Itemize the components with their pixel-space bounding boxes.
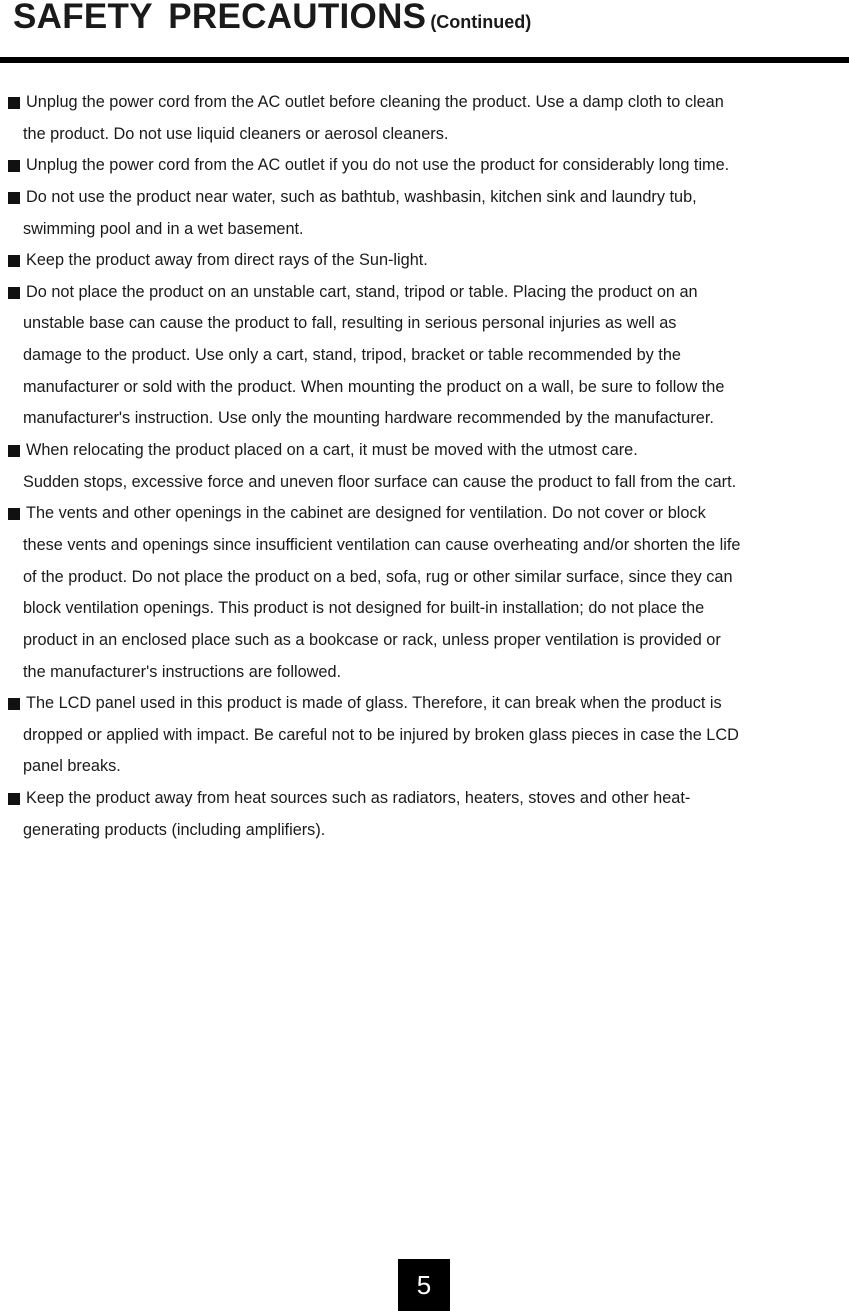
list-item-line [0, 214, 849, 246]
line-text: these vents and openings since insufficient ventilation can cause overheating and/or shorten the life [23, 535, 741, 554]
line-text: When relocating the product placed on a cart, it must be moved with the utmost care. [26, 441, 638, 460]
line-text: block ventilation openings. This product is not designed for built-in installation; do not place the [23, 599, 705, 618]
list-item-line [0, 435, 849, 467]
list-item [0, 783, 849, 846]
list-item [0, 435, 849, 498]
line-text: manufacturer or sold with the product. When mounting the product on a wall, be sure to follow the [23, 377, 725, 396]
list-item [0, 87, 849, 150]
header-rule [0, 57, 849, 63]
list-item-line [0, 625, 849, 657]
list-item-line [0, 498, 849, 530]
square-bullet-icon [8, 255, 20, 267]
line-text: The LCD panel used in this product is made of glass. Therefore, it can break when the product is [26, 694, 722, 713]
list-item-line [0, 815, 849, 847]
line-text: Do not place the product on an unstable cart, stand, tripod or table. Placing the product on an [26, 282, 698, 301]
square-bullet-icon [8, 192, 20, 204]
line-text: manufacturer's instruction. Use only the mounting hardware recommended by the manufacturer. [23, 409, 714, 428]
list-item [0, 150, 849, 182]
list-item-line [0, 245, 849, 277]
line-text: The vents and other openings in the cabinet are designed for ventilation. Do not cover or block [26, 504, 706, 523]
list-item [0, 245, 849, 277]
list-item-line [0, 308, 849, 340]
line-text: damage to the product. Use only a cart, stand, tripod, bracket or table recommended by the [23, 346, 681, 365]
list-item-line [0, 87, 849, 119]
square-bullet-icon [8, 160, 20, 172]
line-text: swimming pool and in a wet basement. [23, 219, 304, 238]
list-item-line [0, 720, 849, 752]
square-bullet-icon [8, 793, 20, 805]
list-item-line [0, 562, 849, 594]
square-bullet-icon [8, 445, 20, 457]
line-text: Keep the product away from direct rays of the Sun-light. [26, 251, 428, 270]
line-text: the manufacturer's instructions are followed. [23, 662, 342, 681]
line-text: Do not use the product near water, such as bathtub, washbasin, kitchen sink and laundry tub, [26, 187, 697, 206]
list-item-line [0, 403, 849, 435]
line-text: product in an enclosed place such as a bookcase or rack, unless proper ventilation is provided or [23, 630, 721, 649]
list-item-line [0, 372, 849, 404]
list-item-line [0, 657, 849, 689]
line-text: panel breaks. [23, 757, 121, 776]
page-title [13, 0, 531, 37]
list-item-line [0, 783, 849, 815]
precautions-list [0, 87, 849, 846]
list-item [0, 277, 849, 435]
list-item [0, 688, 849, 783]
list-item-line [0, 530, 849, 562]
square-bullet-icon [8, 508, 20, 520]
square-bullet-icon [8, 287, 20, 299]
line-text: unstable base can cause the product to fall, resulting in serious personal injuries as well as [23, 314, 677, 333]
list-item-line [0, 340, 849, 372]
list-item-line [0, 277, 849, 309]
list-item-line [0, 467, 849, 499]
title-main: SAFETY PRECAUTIONS [13, 0, 427, 36]
line-text: Unplug the power cord from the AC outlet if you do not use the product for considerably long time. [26, 156, 730, 175]
line-text: Keep the product away from heat sources such as radiators, heaters, stoves and other heat- [26, 789, 691, 808]
title-subtitle: (Continued) [430, 12, 532, 32]
line-text: of the product. Do not place the product on a bed, sofa, rug or other similar surface, since they can [23, 567, 733, 586]
line-text: Unplug the power cord from the AC outlet before cleaning the product. Use a damp cloth to clean [26, 93, 724, 111]
line-text: Sudden stops, excessive force and uneven floor surface can cause the product to fall from the cart. [23, 472, 737, 491]
list-item-line [0, 150, 849, 182]
square-bullet-icon [8, 97, 20, 109]
list-item-line [0, 751, 849, 783]
line-text: the product. Do not use liquid cleaners or aerosol cleaners. [23, 124, 449, 143]
list-item-line [0, 593, 849, 625]
list-item [0, 498, 849, 688]
list-item [0, 182, 849, 245]
list-item-line [0, 688, 849, 720]
square-bullet-icon [8, 698, 20, 710]
line-text: generating products (including amplifiers). [23, 820, 326, 839]
list-item-line [0, 182, 849, 214]
line-text: dropped or applied with impact. Be careful not to be injured by broken glass pieces in case the LCD [23, 725, 739, 744]
page-number: 5 [398, 1259, 450, 1311]
list-item-line [0, 119, 849, 151]
